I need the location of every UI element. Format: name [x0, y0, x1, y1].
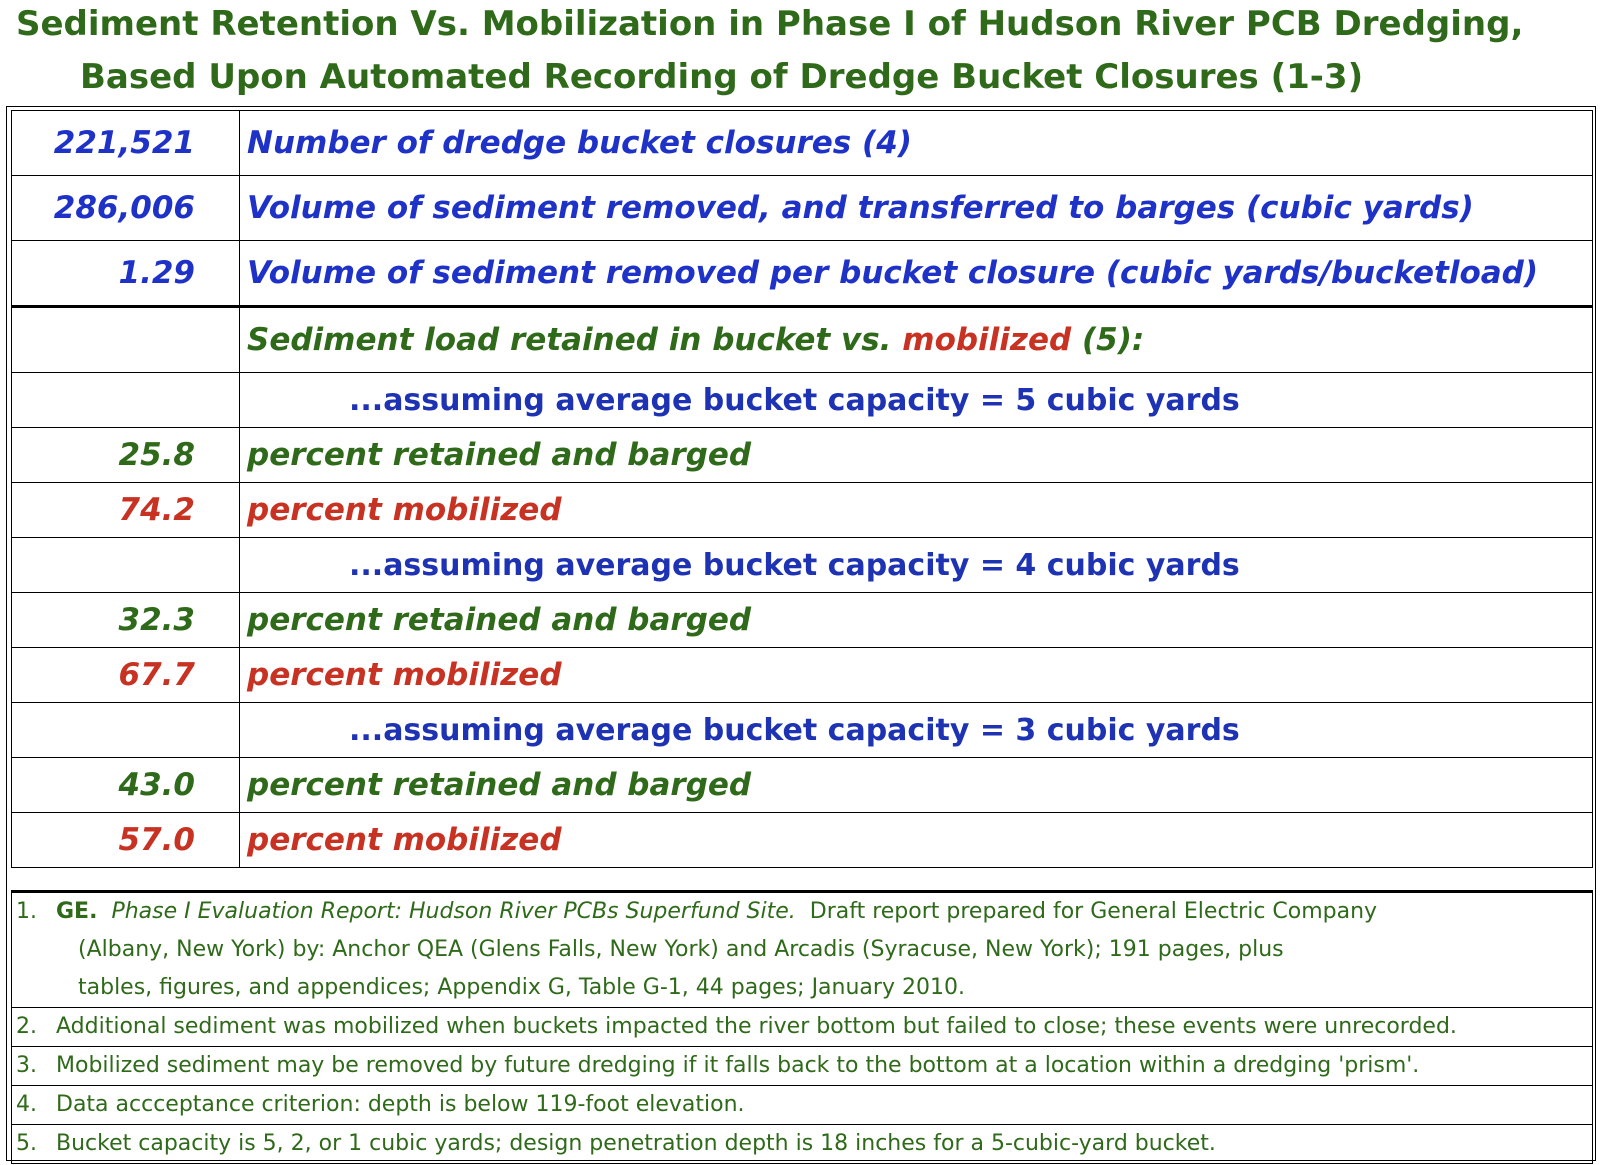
- table-row: [12, 593, 1593, 648]
- empty-cell: [12, 307, 240, 373]
- section-label-post: (5):: [1071, 322, 1145, 358]
- table-row: [12, 428, 1593, 483]
- assumption-label: ...assuming average bucket capacity = 5 cubic yards: [240, 373, 1593, 428]
- table-row: [12, 176, 1593, 241]
- retained-value: 25.8: [12, 428, 240, 483]
- mobilized-value: 67.7: [12, 648, 240, 703]
- mobilized-value: 57.0: [12, 813, 240, 868]
- row-value: 1.29: [12, 241, 240, 307]
- assumption-row: [12, 373, 1593, 428]
- footnote-text: (Albany, New York) by: Anchor QEA (Glens Falls, New York) and Arcadis (Syracuse, New York); 191 pages, plus: [78, 937, 1284, 962]
- table-row: [12, 758, 1593, 813]
- footnote-title: Phase I Evaluation Report: Hudson River PCBs Superfund Site.: [111, 899, 796, 924]
- mobilized-value: 74.2: [12, 483, 240, 538]
- footnote-number: 2.: [16, 1014, 37, 1039]
- footnote-number: 4.: [16, 1092, 37, 1117]
- table-row: [12, 813, 1593, 868]
- footnote-text: tables, figures, and appendices; Appendix G, Table G-1, 44 pages; January 2010.: [78, 975, 965, 1000]
- footnote: [12, 1008, 1593, 1047]
- footnote-cell: [12, 1008, 1593, 1047]
- retained-value: 32.3: [12, 593, 240, 648]
- table-row: [12, 483, 1593, 538]
- table-row: [12, 241, 1593, 307]
- footnote-author: GE.: [56, 899, 98, 924]
- footnote-text: Draft report prepared for General Electric Company: [809, 899, 1378, 924]
- title-line-1: Sediment Retention Vs. Mobilization in Phase I of Hudson River PCB Dredging,: [16, 4, 1524, 44]
- mobilized-label: percent mobilized: [240, 483, 1593, 538]
- footnote: [12, 892, 1593, 1008]
- empty-cell: [12, 373, 240, 428]
- footnote-text: Mobilized sediment may be removed by future dredging if it falls back to the bottom at a location within a dredging 'prism'.: [56, 1053, 1420, 1078]
- row-label: Number of dredge bucket closures (4): [240, 111, 1593, 176]
- footnote-number: 1.: [16, 899, 37, 924]
- mobilized-label: percent mobilized: [240, 813, 1593, 868]
- footnote-text: Additional sediment was mobilized when buckets impacted the river bottom but failed to close; these events were unrecorded.: [56, 1014, 1457, 1039]
- assumption-label: ...assuming average bucket capacity = 3 cubic yards: [240, 703, 1593, 758]
- footnotes: [11, 890, 1593, 1164]
- row-label: Volume of sediment removed, and transferred to barges (cubic yards): [240, 176, 1593, 241]
- title-line-2: Based Upon Automated Recording of Dredge Bucket Closures (1-3): [80, 57, 1364, 97]
- results-table: [11, 110, 1593, 868]
- footnote-number: 5.: [16, 1131, 37, 1156]
- retained-label: percent retained and barged: [240, 593, 1593, 648]
- footnote-cell: [12, 892, 1593, 1008]
- section-label: [240, 307, 1593, 373]
- row-label: Volume of sediment removed per bucket closure (cubic yards/bucketload): [240, 241, 1593, 307]
- footnote-cell: [12, 1086, 1593, 1125]
- row-value: 221,521: [12, 111, 240, 176]
- footnote-text: Data accceptance criterion: depth is below 119-foot elevation.: [56, 1092, 745, 1117]
- footnote-text: Bucket capacity is 5, 2, or 1 cubic yards; design penetration depth is 18 inches for a 5-cubic-yard bucket.: [56, 1131, 1216, 1156]
- assumption-row: [12, 703, 1593, 758]
- footnote: [12, 1047, 1593, 1086]
- section-header-row: [12, 307, 1593, 373]
- assumption-row: [12, 538, 1593, 593]
- section-label-red: mobilized: [902, 322, 1072, 358]
- mobilized-label: percent mobilized: [240, 648, 1593, 703]
- footnote-cell: [12, 1125, 1593, 1164]
- footnote-number: 3.: [16, 1053, 37, 1078]
- section-label-pre: Sediment load retained in bucket vs.: [247, 322, 903, 358]
- retained-label: percent retained and barged: [240, 428, 1593, 483]
- footnote: [12, 1125, 1593, 1164]
- assumption-label: ...assuming average bucket capacity = 4 cubic yards: [240, 538, 1593, 593]
- footnote-cell: [12, 1047, 1593, 1086]
- table-row: [12, 111, 1593, 176]
- retained-label: percent retained and barged: [240, 758, 1593, 813]
- empty-cell: [12, 703, 240, 758]
- empty-cell: [12, 538, 240, 593]
- footnote: [12, 1086, 1593, 1125]
- retained-value: 43.0: [12, 758, 240, 813]
- table-row: [12, 648, 1593, 703]
- row-value: 286,006: [12, 176, 240, 241]
